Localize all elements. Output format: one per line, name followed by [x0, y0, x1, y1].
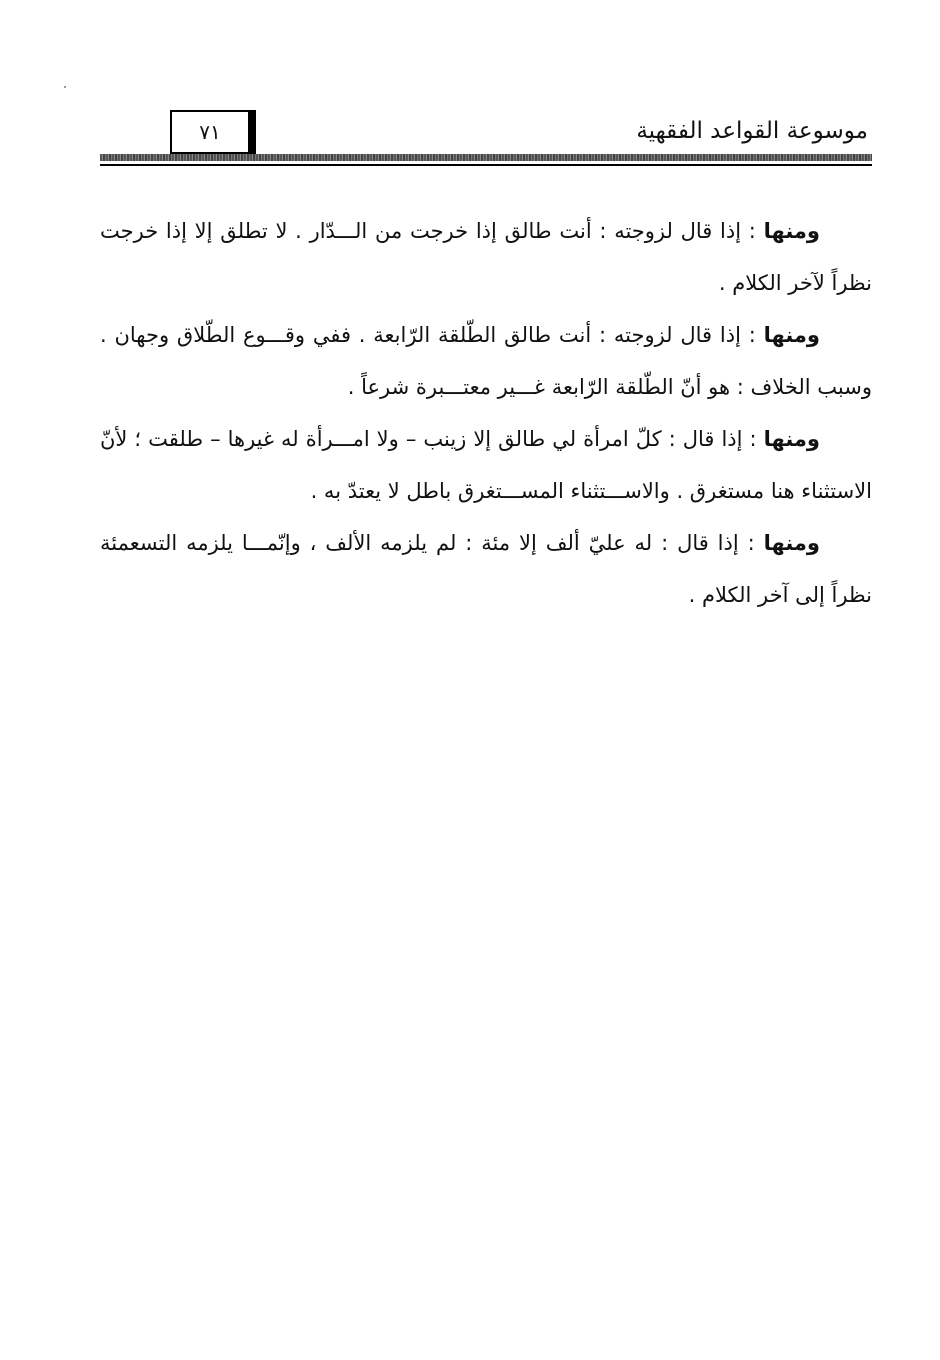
- paragraph-text: : إذا قال لزوجته : أنت طالق الطّلقة الرّابعة . ففي وقـــوع الطّلاق وجهان . وسبب الخلاف : هو أنّ الطّلقة الرّابعة غـــير معتـــبرة شرعاً .: [100, 323, 872, 399]
- paragraph-3: [100, 413, 872, 517]
- paragraph-lead: ومنها: [763, 427, 820, 451]
- header-rule-thin: [100, 164, 872, 166]
- page-header: [100, 108, 872, 168]
- page-number: ٧١: [199, 120, 221, 144]
- paragraph-1: [100, 205, 872, 309]
- page-body: [100, 205, 872, 621]
- paragraph-lead: ومنها: [763, 219, 820, 243]
- paragraph-lead: ومنها: [763, 323, 820, 347]
- scan-speck: [64, 86, 66, 88]
- paragraph-text: : إذا قال لزوجته : أنت طالق إذا خرجت من الـــدّار . لا تطلق إلا إذا خرجت نظراً لآخر الكلام .: [100, 219, 872, 295]
- header-rule-thick: [100, 154, 872, 161]
- paragraph-lead: ومنها: [763, 531, 820, 555]
- page-number-box: [170, 110, 250, 154]
- paragraph-text: : إذا قال : له عليّ ألف إلا مئة : لم يلزمه الألف ، وإنّمـــا يلزمه التسعمئة نظراً إلى آخر الكلام .: [100, 531, 872, 607]
- paragraph-4: [100, 517, 872, 621]
- paragraph-text: : إذا قال : كلّ امرأة لي طالق إلا زينب – ولا امـــرأة له غيرها – طلقت ؛ لأنّ الاستثناء هنا مستغرق . والاســـتثناء المســـتغرق باطل لا يعتدّ به .: [100, 427, 872, 503]
- running-title: موسوعة القواعد الفقهية: [636, 118, 868, 144]
- paragraph-2: [100, 309, 872, 413]
